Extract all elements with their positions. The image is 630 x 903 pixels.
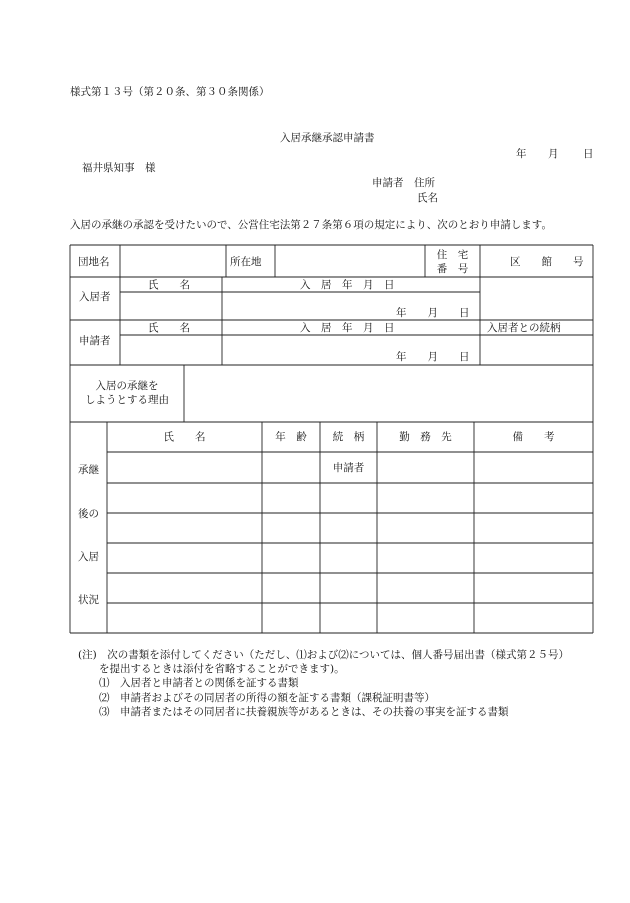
applicant-address-label: 申請者 住所 xyxy=(372,177,435,189)
notes-item-3: ⑶ 申請者またはその同居者に扶養親族等があるときは、その扶養の事実を証する書類 xyxy=(78,705,509,718)
reason-label-line1: 入居の承継を xyxy=(95,380,159,392)
notes-item-2: ⑵ 申請者およびその同居者の所得の額を証する書類（課税証明書等） xyxy=(78,691,435,704)
resident-label: 入居者 xyxy=(79,291,111,303)
location-label: 所在地 xyxy=(230,256,262,268)
applicant-name-label: 氏名 xyxy=(417,192,438,204)
addressee: 福井県知事 様 xyxy=(82,162,156,174)
form-number: 様式第１３号（第２０条、第３０条関係） xyxy=(70,86,270,98)
succession-age-header: 年 齢 xyxy=(275,431,307,443)
house-number-label-1: 住 宅 xyxy=(436,249,469,261)
resident-move-in-header: 入 居 年 月 日 xyxy=(300,279,395,291)
ward-building-number-label: 区 館 号 xyxy=(510,256,584,268)
house-number-label-2: 番 号 xyxy=(436,263,469,275)
date-month: 月 xyxy=(548,148,559,160)
notes-line-2: を提出するときは添付を省略することができます)。 xyxy=(78,663,345,676)
succession-workplace-header: 勤 務 先 xyxy=(399,431,452,443)
succession-remarks-header: 備 考 xyxy=(512,431,555,443)
resident-name-header: 氏 名 xyxy=(148,279,190,291)
resident-move-in-date: 年 月 日 xyxy=(396,307,470,319)
notes-item-1: ⑴ 入居者と申請者との関係を証する書類 xyxy=(78,677,299,690)
applicant-label: 申請者 xyxy=(79,335,111,347)
succession-name-header: 氏 名 xyxy=(163,431,206,443)
succession-side-label-1: 承継 xyxy=(78,464,99,476)
succession-side-label-4: 状況 xyxy=(78,594,99,606)
applicant-move-in-date: 年 月 日 xyxy=(396,351,470,363)
notes xyxy=(78,648,569,719)
applicant-name-header: 氏 名 xyxy=(148,322,190,334)
danchi-label: 団地名 xyxy=(78,256,110,268)
applicant-move-in-header: 入 居 年 月 日 xyxy=(300,322,395,334)
succession-relation-header: 続 柄 xyxy=(332,431,365,443)
relation-to-resident-header: 入居者との続柄 xyxy=(487,322,561,334)
application-statement: 入居の承継の承認を受けたいので、公営住宅法第２７条第６項の規定により、次のとおり申請します。 xyxy=(70,219,552,231)
notes-line-1: (注) 次の書類を添付してください（ただし、⑴および⑵については、個人番号届出書（様式第２５号） xyxy=(78,649,569,661)
date-year: 年 xyxy=(516,148,527,160)
succession-side-label-3: 入居 xyxy=(78,551,99,563)
succession-side-label-2: 後の xyxy=(78,508,99,520)
date-day: 日 xyxy=(583,148,594,160)
document-title: 入居承継承認申請書 xyxy=(280,132,375,144)
reason-label-line2: しようとする理由 xyxy=(85,394,169,406)
succession-row1-relation: 申請者 xyxy=(332,462,365,474)
